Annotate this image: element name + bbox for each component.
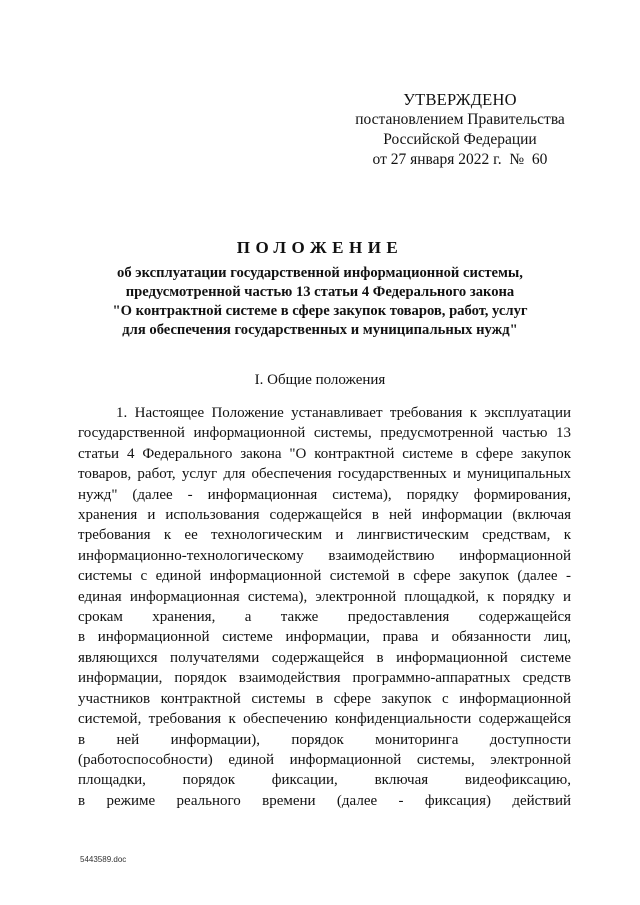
- subtitle-line: об эксплуатации государственной информационной системы,: [117, 265, 523, 281]
- approval-line-2: Российской Федерации: [383, 131, 537, 148]
- document-subtitle: [60, 264, 580, 340]
- paragraph-line: площадки, порядок фиксации, включая видеофиксацию,: [78, 772, 571, 789]
- subtitle-line: "О контрактной системе в сфере закупок товаров, работ, услуг: [112, 303, 528, 319]
- paragraph-line: товаров, работ, услуг для обеспечения государственных и муниципальных: [78, 466, 571, 483]
- paragraph-line: в информационной системе информации, права и обязанности лиц,: [78, 629, 571, 646]
- paragraph-line: информации, порядок взаимодействия программно-аппаратных средств: [78, 670, 571, 687]
- paragraph-line: системы с единой информационной системой в сфере закупок (далее -: [78, 568, 571, 585]
- paragraph-line: в ней информации), порядок мониторинга доступности: [78, 731, 571, 748]
- approval-stamp: УТВЕРЖДЕНО: [403, 90, 517, 109]
- paragraph-line: нужд" (далее - информационная система), порядку формирования,: [78, 486, 571, 503]
- paragraph-line: требования к ее технологическим и лингвистическим средствам, к: [78, 527, 571, 544]
- section-heading: I. Общие положения: [254, 372, 386, 388]
- paragraph-line: информационно-технологическому взаимодействию информационной: [78, 547, 571, 564]
- paragraph-line: государственной информационной системы, предусмотренной частью 13: [78, 425, 571, 442]
- approval-date-number: от 27 января 2022 г. № 60: [372, 151, 548, 168]
- subtitle-line: для обеспечения государственных и муниципальных нужд": [122, 322, 518, 338]
- paragraph-line: срокам хранения, а также предоставления содержащейся: [78, 609, 571, 626]
- document-title: ПОЛОЖЕНИЕ: [236, 238, 404, 257]
- paragraph-line: системой, требования к обеспечению конфиденциальности содержащейся: [78, 711, 571, 728]
- paragraph-line: являющихся получателями содержащейся в информационной системе: [78, 649, 571, 666]
- paragraph-line: 1. Настоящее Положение устанавливает требования к эксплуатации: [116, 405, 571, 421]
- paragraph-1: [78, 403, 571, 811]
- document-file-code: 5443589.doc: [80, 855, 127, 864]
- title-block: [60, 238, 580, 340]
- approval-block: [330, 90, 590, 170]
- approval-line-1: постановлением Правительства: [355, 111, 565, 128]
- subtitle-line: предусмотренной частью 13 статьи 4 Федерального закона: [125, 284, 515, 300]
- paragraph-line: единая информационная система), электронной площадкой, к порядку и: [78, 588, 571, 605]
- paragraph-line: хранения и использования содержащейся в ней информации (включая: [78, 507, 571, 524]
- paragraph-line: участников контрактной системы в сфере закупок с информационной: [78, 690, 571, 707]
- paragraph-line: (работоспособности) единой информационной системы, электронной: [78, 751, 571, 768]
- paragraph-line: статьи 4 Федерального закона "О контрактной системе в сфере закупок: [78, 445, 571, 462]
- paragraph-line: в режиме реального времени (далее - фиксация) действий: [78, 792, 571, 809]
